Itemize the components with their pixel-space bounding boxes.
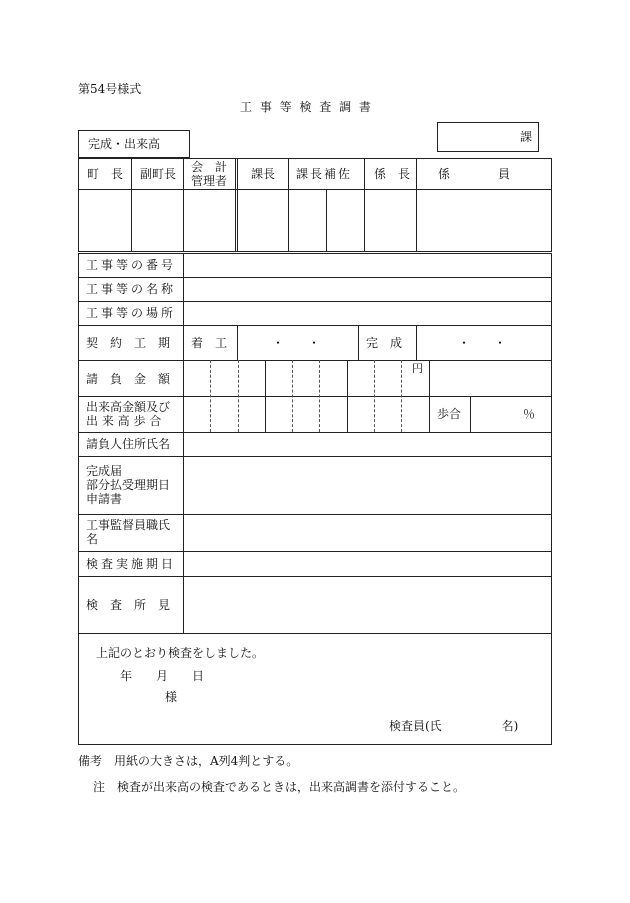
header-assistant-chief: 課長補佐 [296,167,353,181]
label-inspection-findings: 検 査 所 見 [86,598,171,612]
percent-unit: ％ [523,407,536,421]
label-start: 着 工 [191,336,228,350]
header-subsection-chief: 係 長 [374,167,411,181]
label-progress-amount-2: 出 来 高 歩 合 [86,414,162,428]
inspector-signature: 検査員(氏 名) [389,719,519,733]
section-label: 課 [520,130,533,144]
label-contract-amount: 請 負 金 額 [86,372,171,386]
certification-addressee: 様 [165,690,178,704]
label-completion-notice-1: 完成届 [86,464,123,478]
label-completion: 完 成 [366,336,403,350]
end-date-dots: ・ ・ [458,336,507,350]
label-supervisor-1: 工事監督員職氏 [86,518,171,532]
label-contractor: 請負人住所氏名 [86,437,171,451]
start-date-dots: ・ ・ [272,336,321,350]
label-contract-period: 契 約 工 期 [86,336,171,350]
label-work-place: 工事等の場所 [86,306,177,320]
label-supervisor-2: 名 [86,532,99,546]
document-title: 工 事 等 検 査 調 書 [240,100,373,114]
label-completion-notice-2: 部分払受理期日 [86,478,171,492]
attachment-note: 注 検査が出来高の検査であるときは，出来高調書を添付すること。 [93,780,466,794]
yen-unit: 円 [412,362,423,375]
header-accounting-1: 会 計 [191,160,228,174]
form-number: 第54号様式 [78,82,142,96]
section-box [437,122,539,152]
header-deputy: 副町長 [140,167,177,181]
stamp-label: 完成・出来高 [88,137,161,151]
label-progress-amount-1: 出来高金額及び [86,400,171,414]
label-work-name: 工事等の名称 [86,282,177,296]
label-rate: 歩合 [437,407,462,421]
stamp-box [78,130,190,158]
label-work-number: 工事等の番号 [86,258,177,272]
label-completion-notice-3: 申請書 [86,492,123,506]
certification-date: 年 月 日 [120,669,205,683]
label-inspection-date: 検査実施期日 [86,557,177,571]
header-section-chief: 課長 [251,167,276,181]
header-chief: 町 長 [87,167,124,181]
header-accounting-2: 管理者 [191,174,228,188]
remark-note: 備考 用紙の大きさは，A列4判とする。 [78,754,299,768]
certification-statement: 上記のとおり検査をしました。 [96,646,265,660]
header-staff: 係 員 [438,167,511,181]
